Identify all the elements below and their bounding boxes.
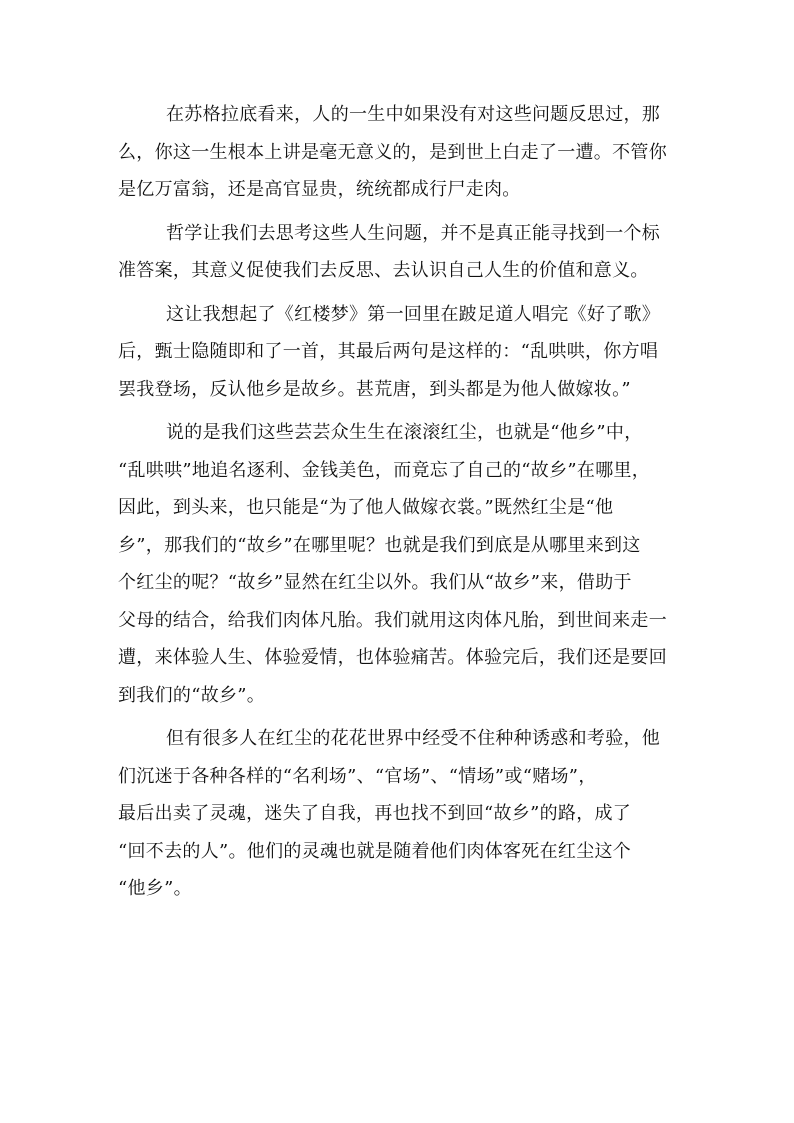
text-line: “乱哄哄”地追名逐利、金钱美色，而竟忘了自己的“故乡”在哪里， <box>118 459 651 481</box>
text-line: 父母的结合，给我们肉体凡胎。我们就用这肉体凡胎，到世间来走一 <box>118 609 667 631</box>
text-line: 因此，到头来，也只能是“为了他人做嫁衣裳。”既然红尘是“他 <box>118 497 614 518</box>
text-line: 哲学让我们去思考这些人生问题，并不是真正能寻找到一个标 <box>166 222 661 244</box>
text-line: 最后出卖了灵魂，迷失了自我，再也找不到回“故乡”的路，成了 <box>118 803 632 824</box>
paragraph-4 <box>118 414 678 714</box>
text-line: 罢我登场，反认他乡是故乡。甚荒唐，到头都是为他人做嫁妆。” <box>118 378 631 400</box>
text-line: “回不去的人”。他们的灵魂也就是随着他们肉体客死在红尘这个 <box>118 840 632 862</box>
text-line: 到我们的“故乡”。 <box>118 684 266 706</box>
paragraph-5 <box>118 720 678 908</box>
text-line: 说的是我们这些芸芸众生生在滚滚红尘，也就是“他乡”中， <box>166 422 643 443</box>
text-line: 个红尘的呢？“故乡”显然在红尘以外。我们从“故乡”来，借助于 <box>118 572 632 593</box>
text-line: 这让我想起了《红楼梦》第一回里在跛足道人唱完《好了歌》 <box>166 303 661 325</box>
text-line: 遭，来体验人生、体验爱情，也体验痛苦。体验完后，我们还是要回 <box>118 647 667 668</box>
text-line: 们沉迷于各种各样的“名利场”、“官场”、“情场”或“赌场”， <box>118 765 597 787</box>
body-text <box>118 96 678 914</box>
text-line: 乡”，那我们的“故乡”在哪里呢？也就是我们到底是从哪里来到这 <box>118 534 641 556</box>
text-line: 么，你这一生根本上讲是毫无意义的，是到世上白走了一遭。不管你 <box>118 141 667 163</box>
text-line: 在苏格拉底看来，人的一生中如果没有对这些问题反思过，那 <box>166 104 661 125</box>
paragraph-2 <box>118 215 678 290</box>
paragraph-3 <box>118 296 678 409</box>
text-line: 后，甄士隐随即和了一首，其最后两句是这样的：“乱哄哄，你方唱 <box>118 341 659 362</box>
text-line: 准答案，其意义促使我们去反思、去认识自己人生的价值和意义。 <box>118 260 649 281</box>
text-line: “他乡”。 <box>118 878 192 899</box>
paragraph-1 <box>118 96 678 209</box>
text-line: 但有很多人在红尘的花花世界中经受不住种种诱惑和考验，他 <box>166 728 661 749</box>
text-line: 是亿万富翁，还是高官显贵，统统都成行尸走肉。 <box>118 179 521 200</box>
